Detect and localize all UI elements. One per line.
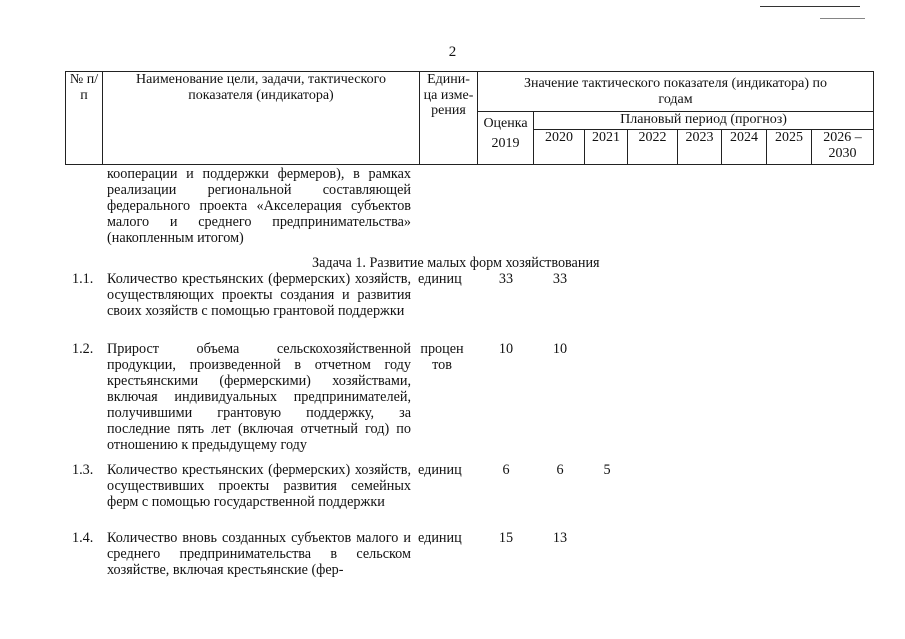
- scan-edge-line: [760, 6, 860, 7]
- row-number: 1.2.: [72, 341, 94, 357]
- header-year: 2023: [678, 130, 722, 165]
- header-num: № п/п: [66, 72, 103, 165]
- row-value-2020: 6: [556, 462, 564, 478]
- row-unit: единиц: [418, 462, 462, 478]
- row-name: Количество крестьянских (фермерских) хозяйств, осуществляющих проекты создания и развития своих хозяйств с помощью грантовой поддержки: [107, 271, 411, 319]
- header-year: 2020: [534, 130, 585, 165]
- row-value-2019: 33: [498, 271, 514, 287]
- row-unit: единиц: [418, 271, 462, 287]
- header-estimate: Оценка 2019: [478, 112, 534, 165]
- header-name: Наименование цели, задачи, тактического показателя (индикатора): [103, 72, 420, 165]
- row-number: 1.1.: [72, 271, 94, 287]
- task-title: Задача 1. Развитие малых форм хозяйствования: [312, 255, 600, 271]
- row-unit-text: процентов: [420, 341, 464, 373]
- header-planned: Плановый период (прогноз): [534, 112, 874, 130]
- row-unit: [418, 341, 466, 373]
- row-value-2021: 5: [603, 462, 611, 478]
- row-number: 1.3.: [72, 462, 94, 478]
- row-value-2020: 13: [552, 530, 568, 546]
- header-year: 2026 – 2030: [812, 130, 874, 165]
- row-value-2020: 33: [552, 271, 568, 287]
- header-value-title: Значение тактического показателя (индикатора) по годам: [478, 72, 874, 112]
- continuation-text: кооперации и поддержки фермеров), в рамках реализации региональной составляющей федерального проекта «Акселерация субъектов малого и среднего предпринимательства» (накопленным итогом): [107, 166, 411, 246]
- row-value-2019: 10: [498, 341, 514, 357]
- header-year: 2021: [585, 130, 628, 165]
- row-value-2019: 15: [498, 530, 514, 546]
- header-unit: Едини- ца изме- рения: [420, 72, 478, 165]
- header-year: 2025: [767, 130, 812, 165]
- row-unit: единиц: [418, 530, 462, 546]
- row-name: Прирост объема сельскохозяйственной продукции, произведенной в отчетном году крестьянскими (фермерскими) хозяйствами, включая индивидуальных предпринимателей, получившими грантовую поддержку, за последние пять лет (включая отчетный год) по отношению к предыдущему году: [107, 341, 411, 453]
- row-number: 1.4.: [72, 530, 94, 546]
- header-year: 2022: [628, 130, 678, 165]
- row-name: Количество вновь созданных субъектов малого и среднего предпринимательства в сельском хозяйстве, включая крестьянские (фер-: [107, 530, 411, 578]
- page-number: 2: [448, 44, 457, 60]
- row-name: Количество крестьянских (фермерских) хозяйств, осуществивших проекты развития семейных ферм с помощью государственной поддержки: [107, 462, 411, 510]
- row-value-2019: 6: [502, 462, 510, 478]
- row-value-2020: 10: [552, 341, 568, 357]
- scan-edge-line: [820, 18, 865, 19]
- indicator-table-header: [65, 71, 874, 165]
- header-year: 2024: [722, 130, 767, 165]
